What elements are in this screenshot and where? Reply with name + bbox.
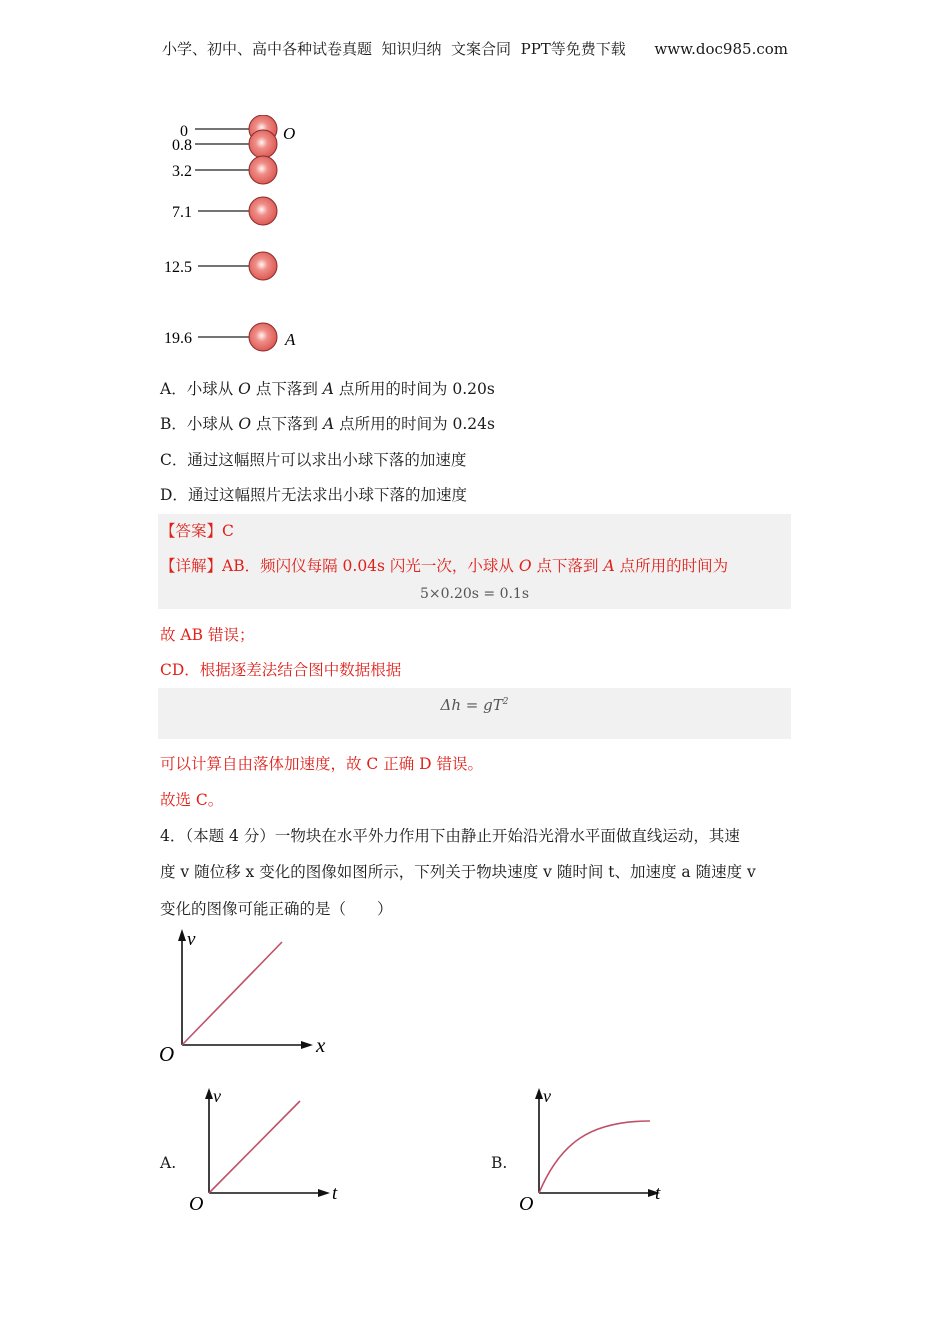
detail-line-5: 故选 C。 — [160, 791, 224, 809]
tick-label-12-5: 12.5 — [164, 259, 192, 276]
tick-label-0: 0 — [180, 123, 188, 140]
y-axis-arrow — [535, 1088, 543, 1099]
tick-label-0-8: 0.8 — [172, 137, 192, 154]
y-axis-arrow — [205, 1088, 213, 1099]
question-4-line-2: 度 v 随位移 x 变化的图像如图所示，下列关于物块速度 v 随时间 t、加速度 a 随速度 v — [160, 863, 756, 881]
question-4-line-1: 4．（本题 4 分）一物块在水平外力作用下由静止开始沿光滑水平面做直线运动，其速 — [160, 827, 740, 845]
y-axis-arrow — [178, 929, 186, 941]
choice-b-graph — [515, 1083, 685, 1218]
point-label-o: O — [283, 124, 296, 143]
v-t-curve — [539, 1121, 650, 1193]
option-d: D．通过这幅照片无法求出小球下落的加速度 — [160, 486, 467, 504]
origin-label: O — [189, 1193, 204, 1215]
ball — [249, 323, 277, 351]
x-axis-arrow — [301, 1041, 313, 1049]
option-b: B．小球从 O 点下落到 A 点所用的时间为 0.24s — [160, 415, 495, 433]
x-label-x: x — [316, 1033, 326, 1057]
origin-label: O — [519, 1193, 534, 1215]
choice-b-label: B. — [491, 1154, 508, 1172]
tick-label-7-1: 7.1 — [172, 204, 192, 221]
detail-line-4: 可以计算自由落体加速度，故 C 正确 D 错误。 — [160, 755, 483, 773]
answer-line: 【答案】C — [160, 522, 234, 540]
tick-label-3-2: 3.2 — [172, 163, 192, 180]
origin-label: O — [159, 1042, 175, 1066]
y-label-v: v — [187, 929, 196, 950]
ball — [249, 130, 277, 158]
point-label-a: A — [285, 330, 296, 349]
tick-label-19-6: 19.6 — [164, 330, 192, 347]
y-label-v: v — [543, 1086, 551, 1106]
choice-a-label: A. — [160, 1154, 177, 1172]
ball — [249, 156, 277, 184]
formula-delta-h: $\Delta h = gT^2$ — [440, 696, 509, 714]
falling-ball-figure — [150, 115, 320, 355]
ball — [249, 197, 277, 225]
choice-a-graph — [185, 1083, 355, 1218]
detail-line-2: 故 AB 错误； — [160, 626, 255, 644]
formula-time: 5×0.20s = 0.1s — [419, 586, 530, 602]
option-a: A．小球从 O 点下落到 A 点所用的时间为 0.20s — [160, 380, 495, 398]
v-t-line — [209, 1101, 300, 1193]
detail-line-1: 【详解】AB．频闪仪每隔 0.04s 闪光一次，小球从 O 点下落到 A 点所用的时间为 — [160, 557, 729, 575]
page-header: 小学、初中、高中各种试卷真题 知识归纳 文案合同 PPT等免费下载 www.doc985.com — [161, 40, 788, 58]
x-label-t: t — [655, 1183, 661, 1204]
y-label-v: v — [213, 1086, 221, 1106]
x-axis-arrow — [318, 1189, 330, 1197]
v-x-line — [182, 942, 282, 1045]
ball — [249, 252, 277, 280]
option-c: C．通过这幅照片可以求出小球下落的加速度 — [160, 451, 467, 469]
v-x-graph — [155, 925, 340, 1070]
x-label-t: t — [332, 1183, 338, 1204]
question-4-line-3: 变化的图像可能正确的是（ ） — [160, 900, 393, 918]
detail-line-3: CD．根据逐差法结合图中数据根据 — [160, 661, 402, 679]
